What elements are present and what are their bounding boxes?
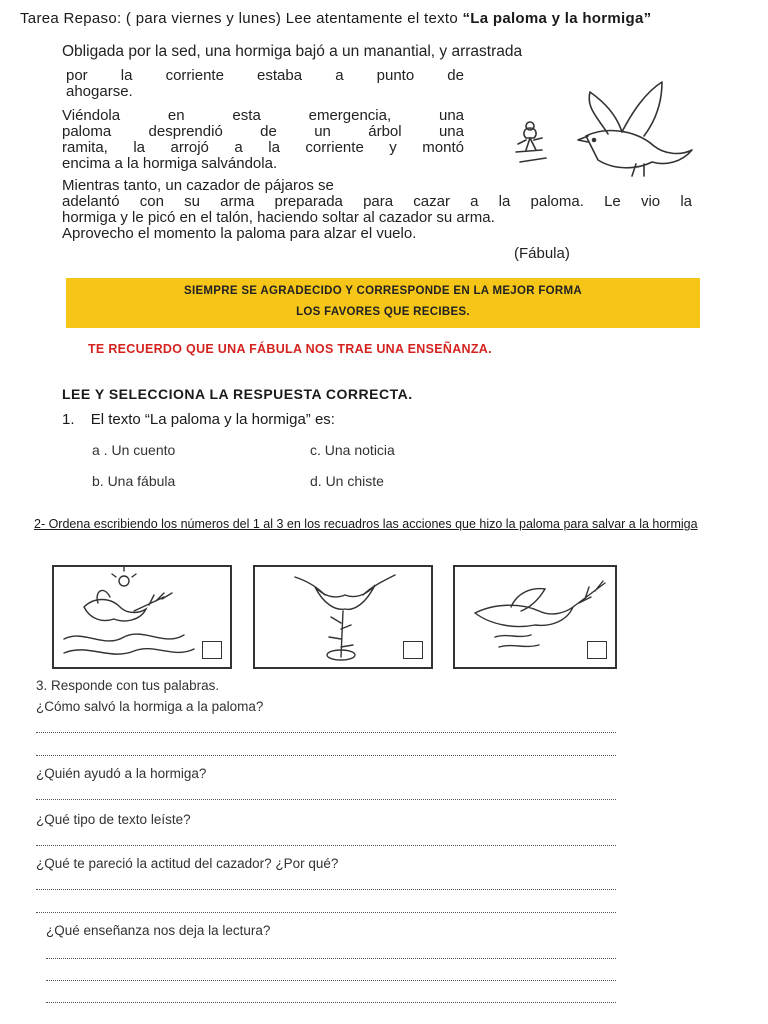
answer-line[interactable] <box>46 980 616 981</box>
story-text: hormiga y le picó en el talón, haciendo soltar al cazador su arma. <box>62 209 495 226</box>
question-3a: ¿Cómo salvó la hormiga a la paloma? <box>36 699 264 714</box>
question-3-title: 3. Responde con tus palabras. <box>36 678 220 693</box>
question-text: - Ordena escribiendo los números del 1 al 3 en los recuadros las acciones que hizo la paloma para salvar a la hormiga <box>40 517 698 531</box>
story-text: Viéndola en esta emergencia, una <box>62 107 464 124</box>
question-3b: ¿Quién ayudó a la hormiga? <box>36 766 207 781</box>
reminder-text: TE RECUERDO QUE UNA FÁBULA NOS TRAE UNA ENSEÑANZA. <box>88 342 492 356</box>
question-3e: ¿Qué enseñanza nos deja la lectura? <box>46 923 271 938</box>
question-number: 1. <box>62 411 75 428</box>
story-text: ramita, la arrojó a la corriente y montó <box>62 139 464 156</box>
option-d[interactable]: d. Un chiste <box>310 473 384 489</box>
story-text: encima a la hormiga salvándola. <box>62 155 278 172</box>
answer-line[interactable] <box>36 799 616 800</box>
answer-line[interactable] <box>36 732 616 733</box>
dove-and-ant-illustration <box>486 78 700 188</box>
picture-panel-2 <box>253 565 433 669</box>
order-box-2[interactable] <box>403 641 423 659</box>
answer-line[interactable] <box>36 845 616 846</box>
answer-line[interactable] <box>36 912 616 913</box>
story-paragraph-2 <box>62 108 464 172</box>
answer-line[interactable] <box>46 958 616 959</box>
option-b[interactable]: b. Una fábula <box>92 473 176 489</box>
story-line-1: Obligada por la sed, una hormiga bajó a un manantial, y arrastrada <box>62 43 523 60</box>
answer-line[interactable] <box>36 755 616 756</box>
order-box-3[interactable] <box>587 641 607 659</box>
story-paragraph-1 <box>66 68 464 100</box>
option-c[interactable]: c. Una noticia <box>310 442 395 458</box>
story-text: paloma desprendió de un árbol una <box>62 123 464 140</box>
moral-line-1: SIEMPRE SE AGRADECIDO Y CORRESPONDE EN LA MEJOR FORMA <box>183 285 582 297</box>
story-text: Mientras tanto, un cazador de pájaros se <box>62 177 334 194</box>
story-text: por la corriente estaba a punto de <box>66 67 464 84</box>
option-a[interactable]: a . Un cuento <box>92 442 176 458</box>
picture-panel-3 <box>453 565 617 669</box>
moral-banner <box>66 278 700 328</box>
question-3c: ¿Qué tipo de texto leíste? <box>36 812 191 827</box>
question-1 <box>62 411 335 428</box>
picture-panel-1 <box>52 565 232 669</box>
story-text: ahogarse. <box>66 83 133 100</box>
answer-line[interactable] <box>46 1002 616 1003</box>
assignment-header <box>20 10 651 27</box>
section-title: LEE Y SELECCIONA LA RESPUESTA CORRECTA. <box>62 386 413 402</box>
story-source: (Fábula) <box>514 245 570 262</box>
question-number: 2 <box>34 517 41 531</box>
answer-line[interactable] <box>36 889 616 890</box>
moral-line-2: LOS FAVORES QUE RECIBES. <box>296 306 470 318</box>
question-2 <box>34 516 762 532</box>
question-text: El texto “La paloma y la hormiga” es: <box>90 411 335 428</box>
story-title: “La paloma y la hormiga” <box>462 10 652 27</box>
question-3d: ¿Qué te pareció la actitud del cazador? ¿Por qué? <box>36 856 339 871</box>
story-text: adelantó con su arma preparada para cazar a la paloma. Le vio la <box>62 193 692 210</box>
header-prefix: Tarea Repaso: ( para viernes y lunes) Lee atentamente el texto <box>20 10 463 27</box>
story-text: Aprovecho el momento la paloma para alzar el vuelo. <box>62 225 417 242</box>
order-box-1[interactable] <box>202 641 222 659</box>
